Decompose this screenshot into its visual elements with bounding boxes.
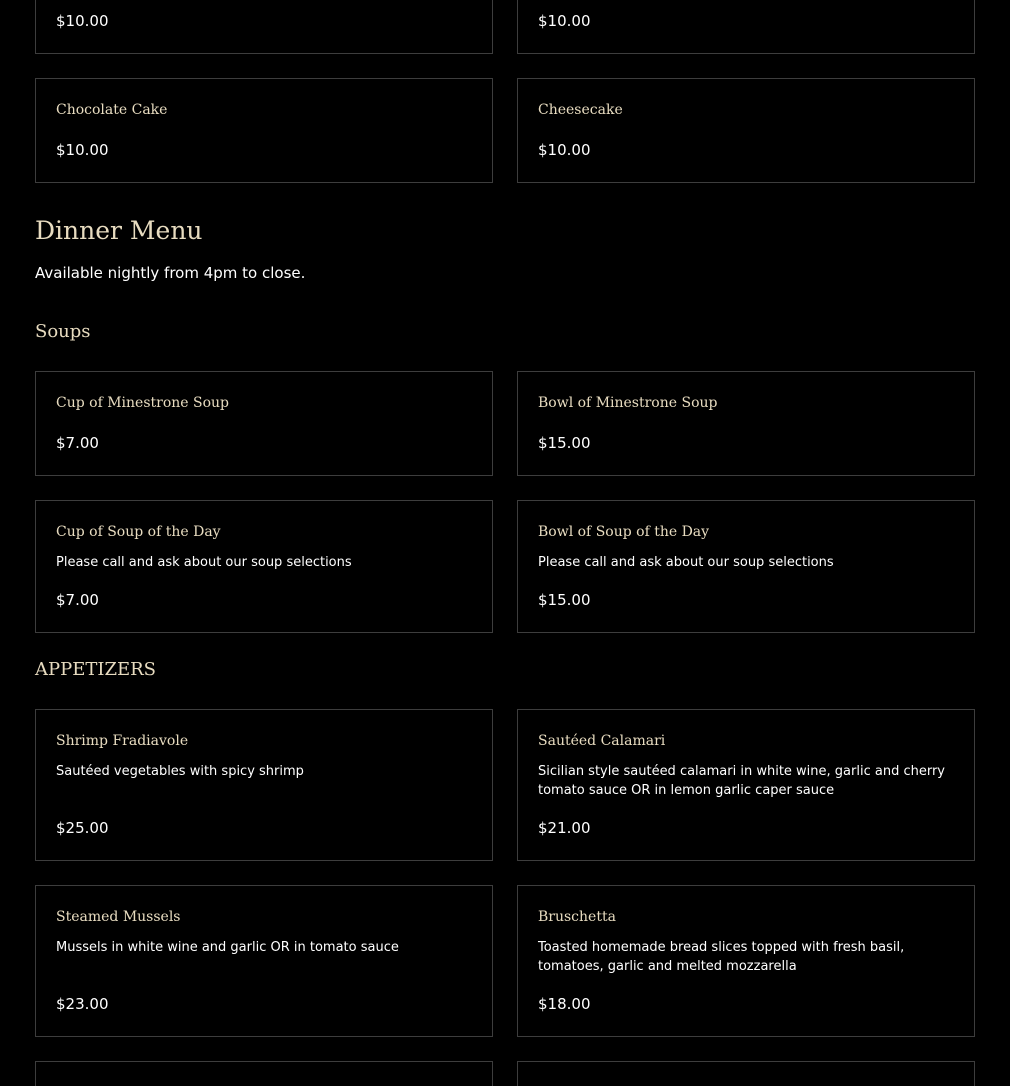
menu-item-card — [517, 1061, 975, 1086]
item-description: Mussels in white wine and garlic OR in tomato sauce — [56, 940, 399, 955]
item-price: $18.00 — [538, 995, 591, 1013]
item-price: $15.00 — [538, 434, 591, 452]
item-price: $7.00 — [56, 434, 99, 452]
item-name: Bowl of Soup of the Day — [538, 524, 710, 540]
item-name: Steamed Mussels — [56, 909, 181, 925]
item-price: $10.00 — [538, 12, 591, 30]
menu-item-card — [517, 0, 975, 54]
menu-title: Dinner Menu — [35, 216, 203, 245]
menu-item-card — [35, 709, 493, 861]
item-price: $21.00 — [538, 819, 591, 837]
item-name: Cheesecake — [538, 102, 623, 118]
menu-item-card — [517, 371, 975, 476]
item-price: $10.00 — [56, 141, 109, 159]
item-price: $10.00 — [538, 141, 591, 159]
menu-item-card — [517, 500, 975, 633]
menu-item-card — [35, 885, 493, 1037]
menu-item-card — [35, 500, 493, 633]
section-title-appetizers: APPETIZERS — [35, 659, 157, 680]
item-name: Bowl of Minestrone Soup — [538, 395, 718, 411]
menu-item-card — [35, 371, 493, 476]
item-price: $23.00 — [56, 995, 109, 1013]
menu-item-card — [517, 885, 975, 1037]
menu-item-card — [35, 0, 493, 54]
item-description: Sautéed vegetables with spicy shrimp — [56, 764, 304, 779]
menu-item-card — [517, 709, 975, 861]
item-description: Sicilian style sautéed calamari in white wine, garlic and cherry tomato sauce OR in lemon garlic caper sauce — [538, 764, 945, 798]
item-price: $15.00 — [538, 591, 591, 609]
item-name: Shrimp Fradiavole — [56, 733, 189, 749]
item-name: Sautéed Calamari — [538, 733, 666, 749]
item-name: Bruschetta — [538, 909, 616, 925]
item-description: Please call and ask about our soup selections — [56, 555, 352, 570]
item-price: $25.00 — [56, 819, 109, 837]
item-description: Please call and ask about our soup selections — [538, 555, 834, 570]
section-title-soups: Soups — [35, 321, 91, 342]
item-price: $7.00 — [56, 591, 99, 609]
menu-item-card — [35, 78, 493, 183]
item-price: $10.00 — [56, 12, 109, 30]
menu-availability-note: Available nightly from 4pm to close. — [35, 264, 306, 282]
menu-item-card — [35, 1061, 493, 1086]
menu-item-card — [517, 78, 975, 183]
item-description: Toasted homemade bread slices topped with fresh basil, tomatoes, garlic and melted mozzarella — [538, 940, 905, 974]
item-name: Cup of Soup of the Day — [56, 524, 221, 540]
item-name: Chocolate Cake — [56, 102, 168, 118]
item-name: Cup of Minestrone Soup — [56, 395, 229, 411]
